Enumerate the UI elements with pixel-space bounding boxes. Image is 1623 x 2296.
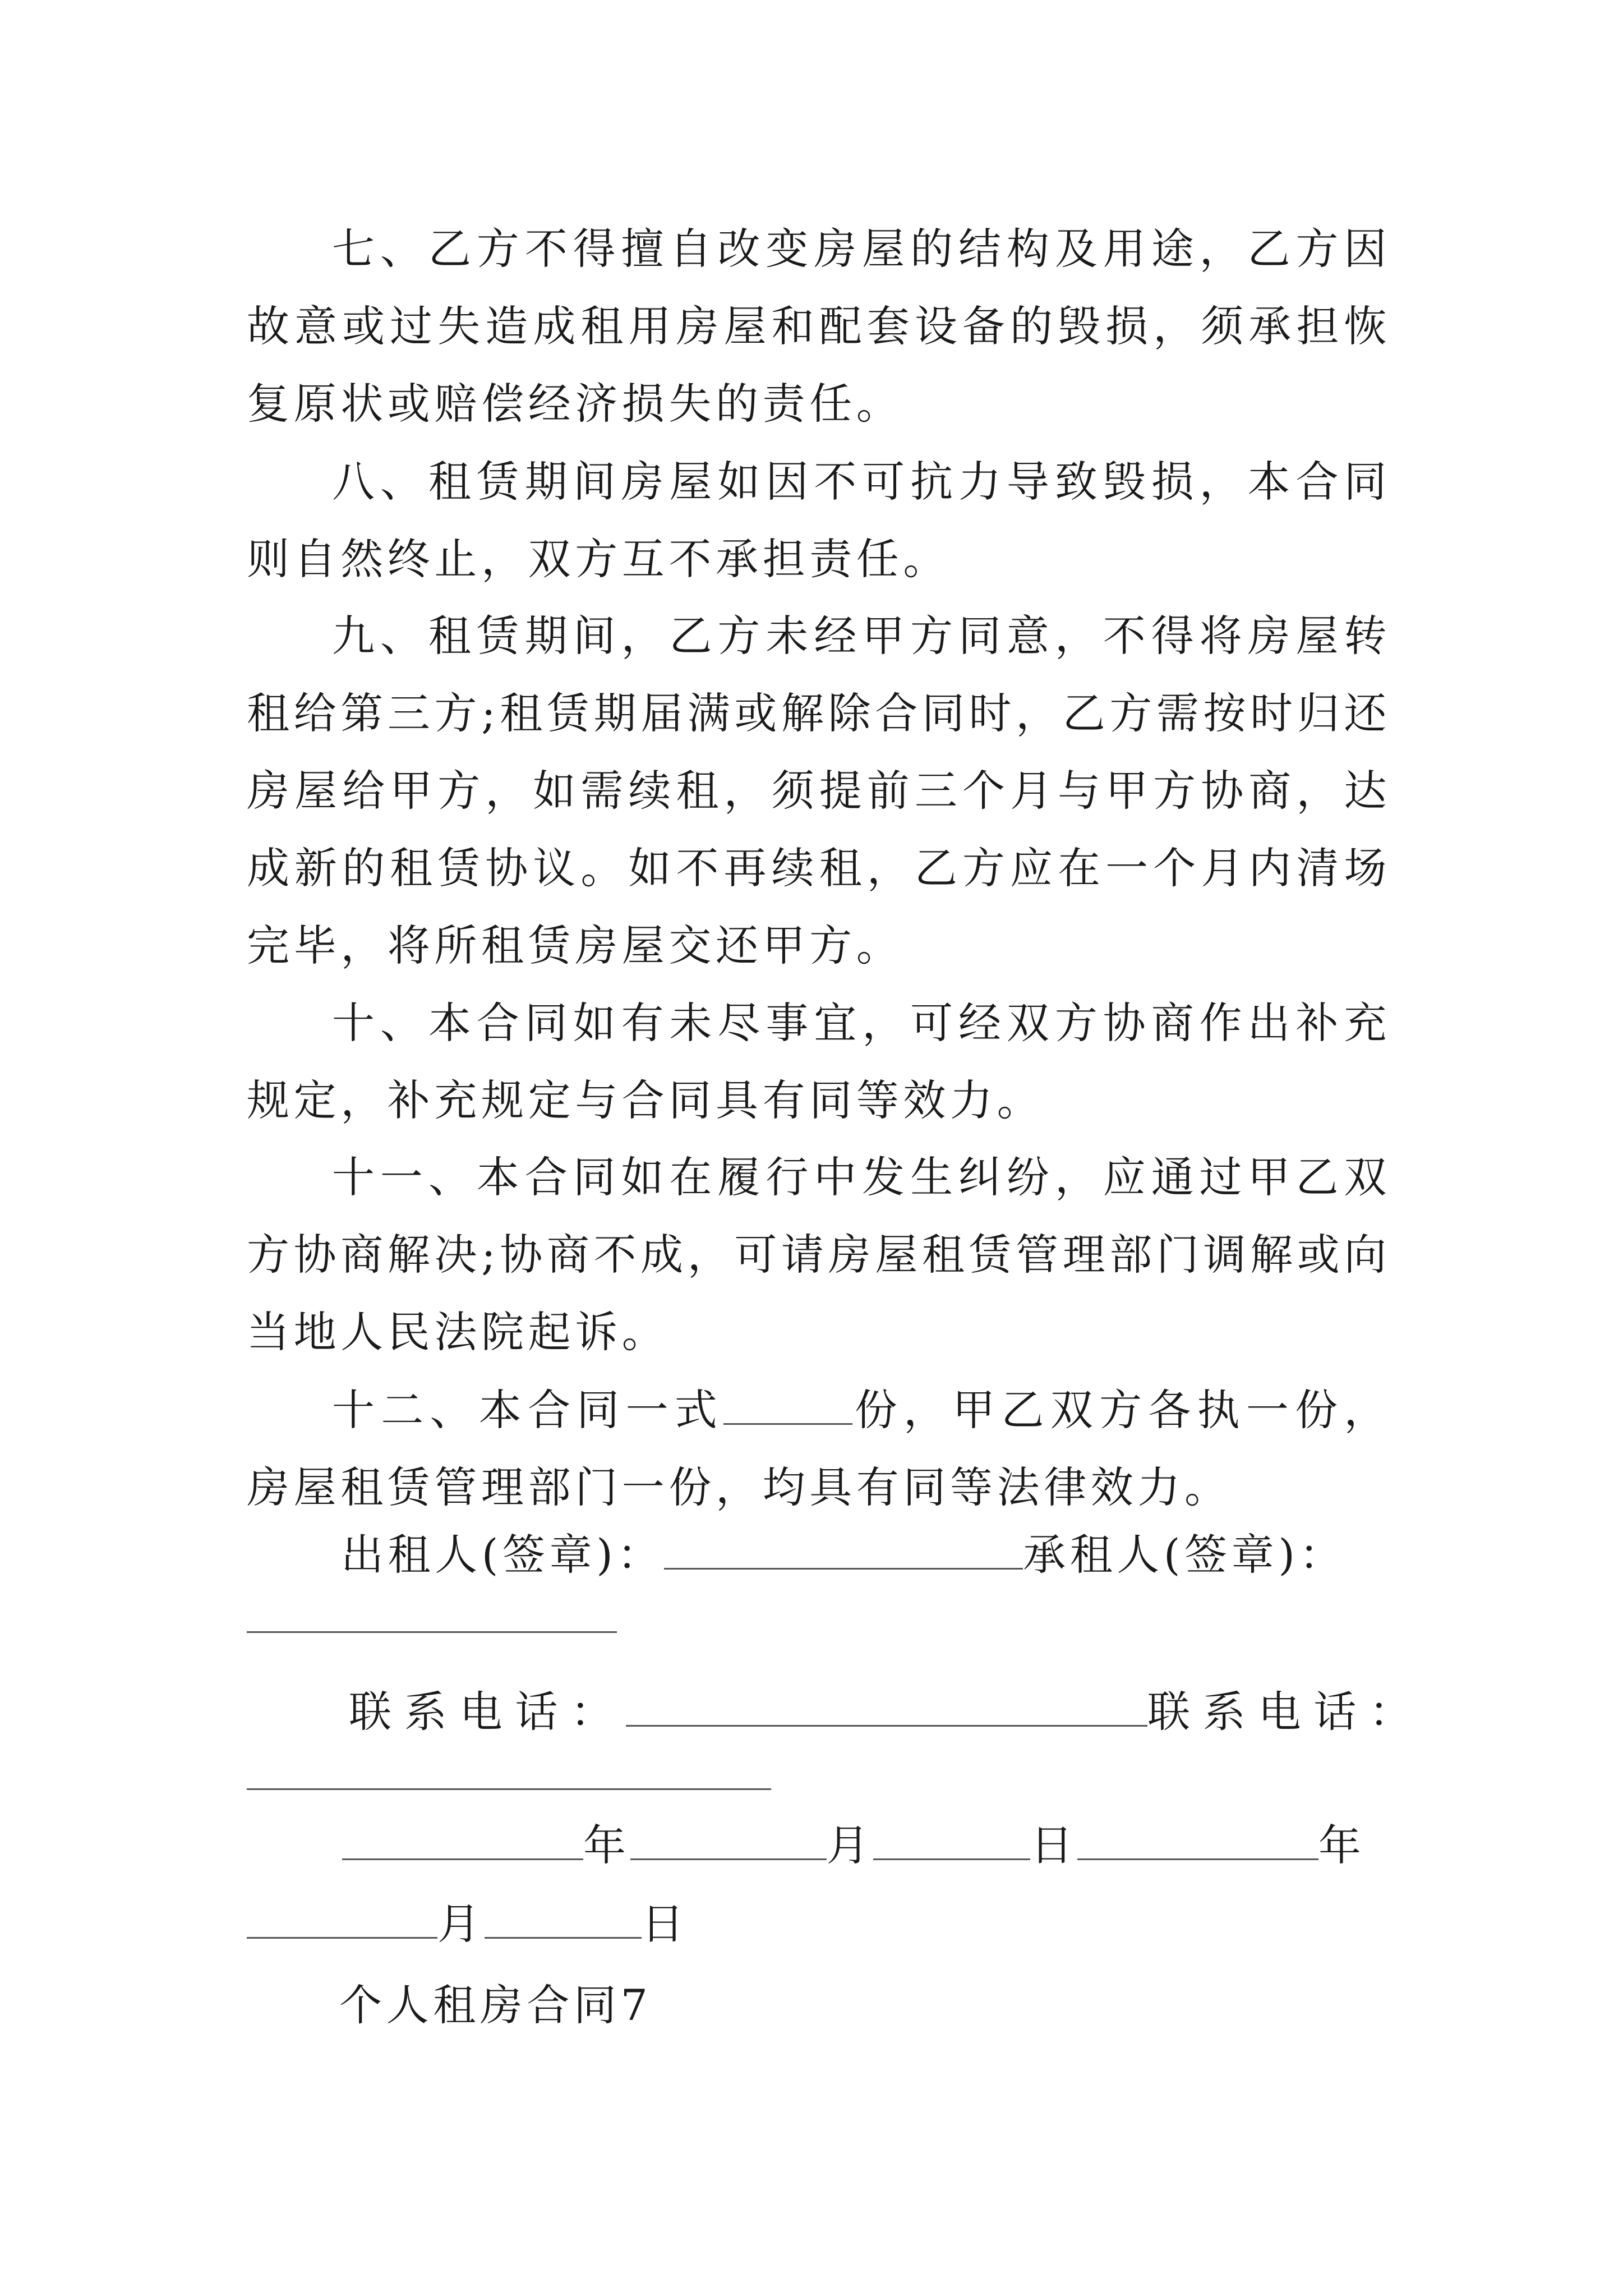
date-row [342,1818,1365,1874]
lessor-signature-label: 出租人(签章)： [341,1530,665,1580]
phone-row [349,1684,1424,1740]
month-label: 月 [826,1820,874,1870]
lessee-signature-blank [247,1631,617,1633]
clause-12-part-2: 份，甲乙双方各执一份，房屋租赁管理部门一份，均具有同等法律效力。 [247,1385,1391,1512]
lessor-month-blank [630,1825,827,1860]
lessee-signature-label: 承租人(签章)： [1023,1530,1347,1580]
day-label: 日 [1030,1820,1077,1870]
month-label: 月 [437,1899,485,1949]
lessor-signature-blank [664,1534,1023,1570]
date-row-cont [247,1896,688,1952]
lessor-day-blank [873,1825,1030,1860]
lessee-phone-label: 联系电话： [1147,1687,1424,1737]
lessee-day-blank [485,1903,642,1939]
next-contract-heading: 个人租房合同7 [339,1980,652,2030]
lessee-phone-blank [247,1788,771,1790]
lessor-year-blank [342,1825,583,1860]
lessee-month-blank [247,1903,437,1939]
clause-7: 七、乙方不得擅自改变房屋的结构及用途，乙方因故意或过失造成租用房屋和配套设备的毁损，须承担恢复原状或赔偿经济损失的责任。 [247,224,1391,429]
lessor-phone-label: 联系电话： [349,1687,626,1737]
copies-blank [723,1389,852,1425]
day-label: 日 [641,1899,689,1949]
signature-row [341,1527,1346,1583]
clause-12-part-1: 十二、本合同一式 [332,1385,724,1435]
lessee-year-blank [1077,1825,1318,1860]
clause-10: 十、本合同如有未尽事宜，可经双方协商作出补充规定，补充规定与合同具有同等效力。 [247,998,1391,1125]
year-label: 年 [1318,1820,1366,1870]
lessor-phone-blank [626,1691,1147,1727]
clause-9: 九、租赁期间，乙方未经甲方同意，不得将房屋转租给第三方;租赁期届满或解除合同时，乙方需按时归还房屋给甲方，如需续租，须提前三个月与甲方协商，达成新的租赁协议。如不再续租，乙方应在一个月内清场完毕，将所租赁房屋交还甲方。 [247,611,1391,970]
clause-12 [247,1372,1391,1526]
clause-8: 八、租赁期间房屋如因不可抗力导致毁损，本合同则自然终止，双方互不承担责任。 [247,457,1391,584]
year-label: 年 [583,1820,630,1870]
clause-11: 十一、本合同如在履行中发生纠纷，应通过甲乙双方协商解决;协商不成，可请房屋租赁管理部门调解或向当地人民法院起诉。 [247,1152,1391,1357]
